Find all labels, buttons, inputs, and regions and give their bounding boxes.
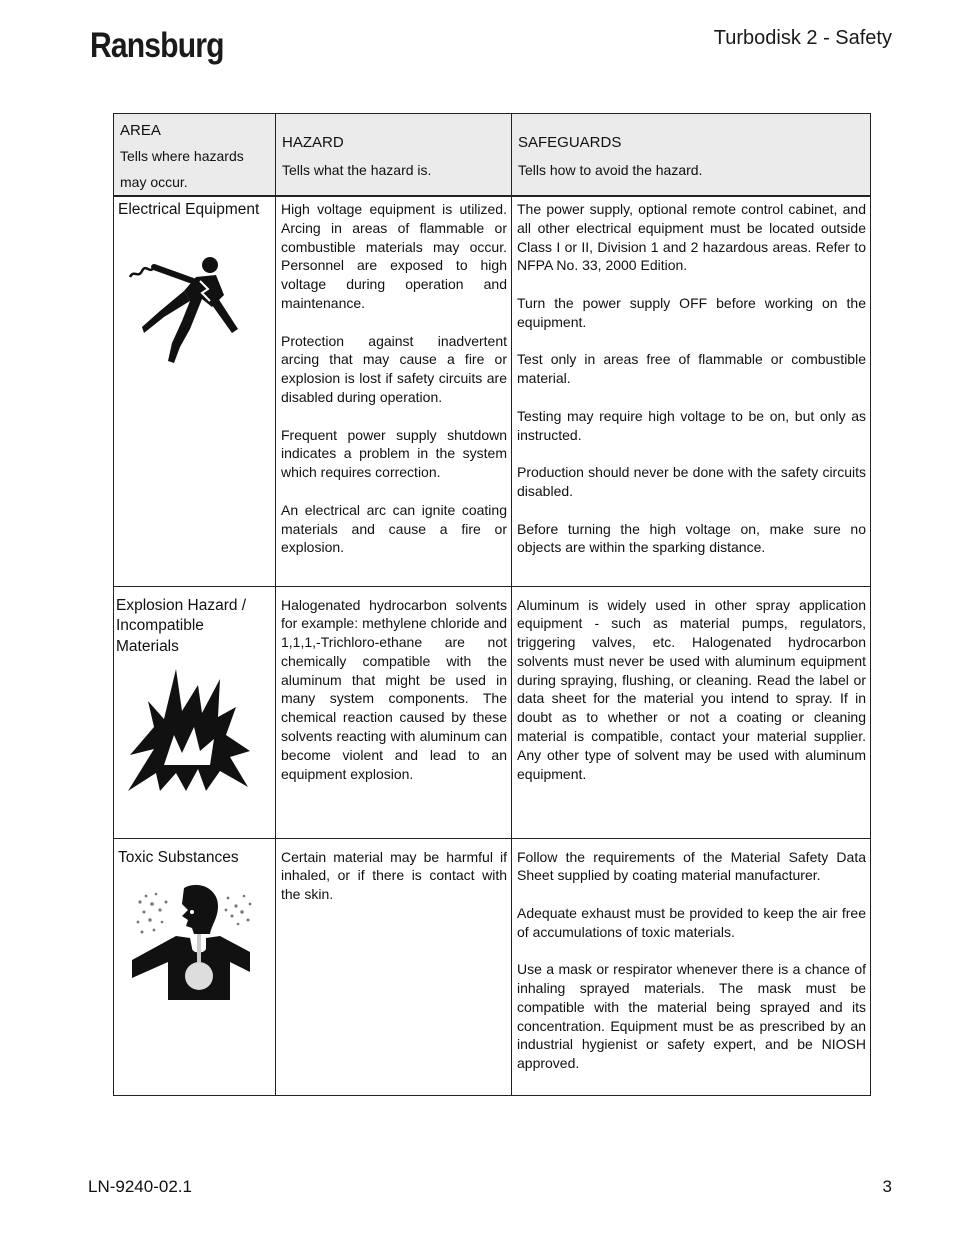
hazard-paragraph: Protection against inadvertent arcing that may cause a fire or explosion is lost if safety circuits are disabled during operation. <box>281 332 507 405</box>
area-label: Toxic Substances <box>118 848 239 866</box>
safeguard-paragraph: Turn the power supply OFF before working on the equipment. <box>517 294 866 330</box>
toxic-inhalation-icon <box>132 882 262 1002</box>
hazard-paragraph: Frequent power supply shutdown indicates a problem in the system which requires correction. <box>281 426 507 481</box>
safety-table <box>113 113 871 1096</box>
hazard-cell <box>276 838 512 1095</box>
safeguards-header-title: SAFEGUARDS <box>518 134 622 151</box>
table-row <box>114 838 871 1095</box>
safeguards-header-subtitle: Tells how to avoid the hazard. <box>518 162 703 178</box>
safeguards-text <box>512 197 870 557</box>
hazard-cell <box>276 586 512 838</box>
electric-shock-icon <box>124 255 244 370</box>
safeguard-paragraph: Aluminum is widely used in other spray application equipment - such as material pumps, regulators, triggering valves, etc. Halogenated hydrocarbon solvents must never be used with aluminum equipment during spraying, flushing, or cleaning. Read the label or data sheet for the material you intend to spray. If in doubt as to whether or not a coating or cleaning material is compatible, contact your material supplier. Any other type of solvent may be used with aluminum equipment. <box>517 596 866 782</box>
area-cell <box>114 838 276 1095</box>
area-header-title: AREA <box>120 122 161 139</box>
explosion-icon <box>124 665 254 795</box>
safeguard-paragraph: The power supply, optional remote control cabinet, and all other electrical equipment must be located outside Class I or II, Division 1 and 2 hazardous areas. Refer to NFPA No. 33, 2000 Edition. <box>517 201 866 274</box>
safeguards-text <box>512 839 870 1074</box>
hazard-text <box>276 197 511 557</box>
hazard-cell <box>276 196 512 586</box>
table-row <box>114 196 871 586</box>
safeguards-cell <box>512 838 871 1095</box>
hazard-header-title: HAZARD <box>282 134 344 151</box>
table-row <box>114 586 871 838</box>
page-number: 3 <box>882 1177 892 1196</box>
safeguards-cell <box>512 586 871 838</box>
area-label: Explosion Hazard / Incompatible Materials <box>116 596 247 655</box>
area-cell <box>114 196 276 586</box>
hazard-header-subtitle: Tells what the hazard is. <box>282 162 432 178</box>
hazard-paragraph: An electrical arc can ignite coating materials and cause a fire or explosion. <box>281 501 507 556</box>
safeguard-paragraph: Before turning the high voltage on, make sure no objects are within the sparking distance. <box>517 520 866 556</box>
safeguard-paragraph: Testing may require high voltage to be on, but only as instructed. <box>517 407 866 443</box>
area-column-header <box>114 114 276 197</box>
hazard-text <box>276 839 511 904</box>
safeguard-paragraph: Follow the requirements of the Material Safety Data Sheet supplied by coating material manufacturer. <box>517 848 866 884</box>
safeguard-paragraph: Production should never be done with the safety circuits disabled. <box>517 464 866 499</box>
area-header-subtitle: Tells where hazards may occur. <box>120 148 244 190</box>
hazard-paragraph: High voltage equipment is utilized. Arcing in areas of flammable or combustible materials may occur. Personnel are exposed to high voltage during operation and maintenance. <box>281 201 507 311</box>
ransburg-logo: Ransburg <box>90 26 224 65</box>
safeguards-text <box>512 587 870 784</box>
document-number: LN-9240-02.1 <box>88 1177 192 1196</box>
hazard-column-header <box>276 114 512 197</box>
hazard-text <box>276 587 511 784</box>
document-title: Turbodisk 2 - Safety <box>713 27 892 49</box>
table-header-row <box>114 114 871 197</box>
area-label: Electrical Equipment <box>118 201 260 218</box>
safeguard-paragraph: Test only in areas free of flammable or combustible material. <box>517 351 866 387</box>
hazard-paragraph: Halogenated hydrocarbon solvents for example: methylene chloride and 1,1,1,-Trichloro-ethane are not chemically compatible with the aluminum that might be used in many system components. The chemical reaction caused by these solvents reacting with aluminum can become violent and lead to an equipment explosion. <box>281 596 507 782</box>
safeguards-column-header <box>512 114 871 197</box>
safeguard-paragraph: Use a mask or respirator whenever there is a chance of inhaling sprayed materials. The mask must be compatible with the material being sprayed and its concentration. Equipment must be as prescribed by an industrial hygienist or safety expert, and be NIOSH approved. <box>517 961 866 1072</box>
area-cell <box>114 586 276 838</box>
hazard-paragraph: Certain material may be harmful if inhaled, or if there is contact with the skin. <box>281 848 507 903</box>
safeguard-paragraph: Adequate exhaust must be provided to keep the air free of accumulations of toxic materials. <box>517 904 866 940</box>
safeguards-cell <box>512 196 871 586</box>
